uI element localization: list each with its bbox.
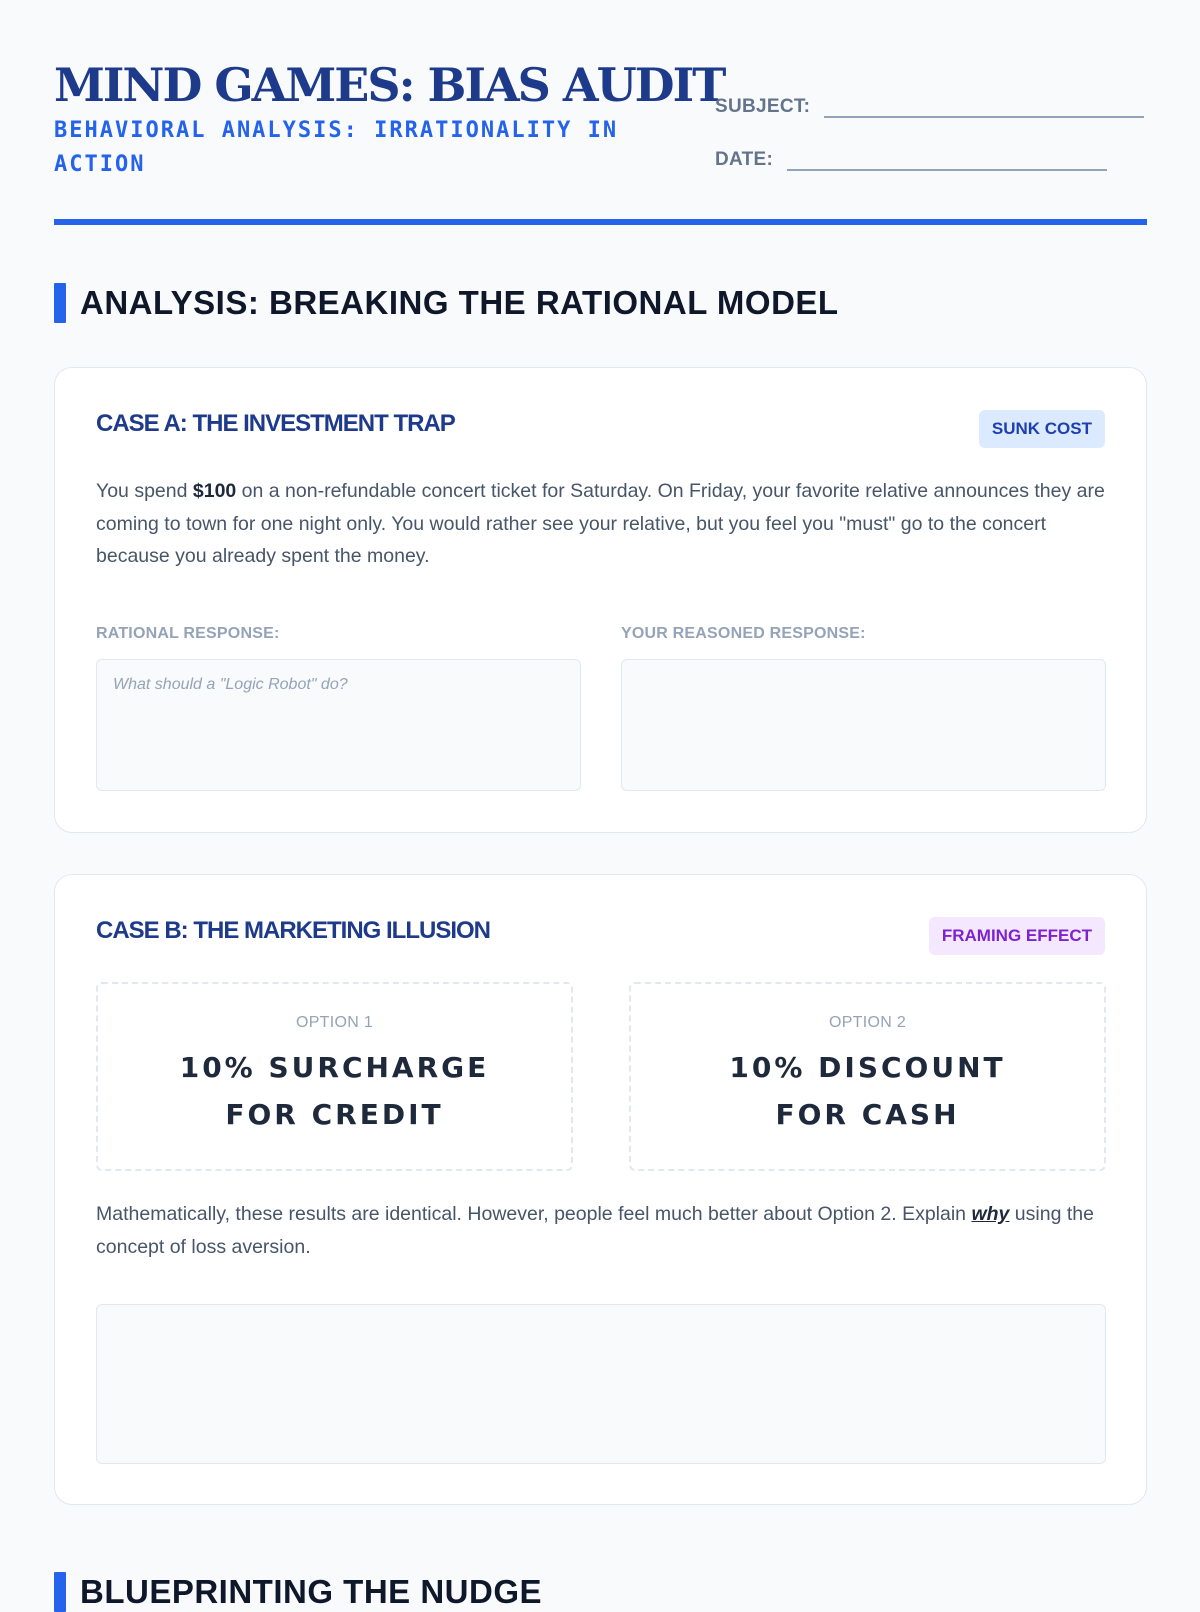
- case-a-scenario: [96, 475, 1106, 573]
- option-2-label: OPTION 2: [828, 1014, 907, 1031]
- rational-response-input[interactable]: What should a "Logic Robot" do?: [96, 659, 581, 791]
- header-divider: [54, 219, 1147, 225]
- date-label: DATE:: [715, 149, 774, 170]
- case-a-title: CASE A: THE INVESTMENT TRAP: [96, 410, 455, 437]
- section-title: BLUEPRINTING THE NUDGE: [80, 1573, 543, 1610]
- worksheet-header: [54, 0, 1147, 226]
- case-b-tag: FRAMING EFFECT: [929, 917, 1105, 955]
- section-heading-analysis: [54, 283, 839, 323]
- reasoned-response-input[interactable]: [621, 659, 1106, 791]
- option-1-value: 10% SURCHARGE FOR CREDIT: [179, 1051, 490, 1131]
- section-title: ANALYSIS: BREAKING THE RATIONAL MODEL: [80, 284, 839, 321]
- scenario-text-start: You spend: [96, 480, 193, 502]
- section-accent-bar: [54, 1572, 66, 1612]
- subject-field[interactable]: [715, 92, 1144, 118]
- option-2-box: [629, 982, 1106, 1171]
- scenario-amount: $100: [192, 480, 237, 502]
- scenario-text-end: on a non-refundable concert ticket for Saturday. On Friday, your favorite relative announces they are coming to town for one night only. You would rather see your relative, but you feel you "must" go to the concert because you already spent the money.: [96, 480, 1105, 567]
- case-b-title: CASE B: THE MARKETING ILLUSION: [96, 917, 490, 944]
- option-1-label: OPTION 1: [295, 1014, 374, 1031]
- option-2-value: 10% DISCOUNT FOR CASH: [729, 1051, 1006, 1131]
- case-b-prompt: [96, 1198, 1106, 1263]
- rational-response-label: RATIONAL RESPONSE:: [96, 625, 280, 642]
- case-a-tag: SUNK COST: [979, 410, 1105, 448]
- page-title: MIND GAMES: BIAS AUDIT: [54, 58, 725, 112]
- date-field[interactable]: [715, 145, 1107, 171]
- case-b-card: [54, 874, 1147, 1505]
- option-1-box: [96, 982, 573, 1171]
- subject-label: SUBJECT:: [715, 96, 811, 117]
- section-heading-nudge: [54, 1572, 542, 1612]
- prompt-text-end: using the concept of loss aversion.: [96, 1203, 1094, 1258]
- prompt-emphasis: why: [971, 1203, 1010, 1225]
- worksheet-page: [54, 0, 1147, 1610]
- case-a-card: [54, 367, 1147, 833]
- section-accent-bar: [54, 283, 66, 323]
- case-b-answer-input[interactable]: [96, 1304, 1106, 1464]
- prompt-text-start: Mathematically, these results are identical. However, people feel much better about Option 2. Explain: [96, 1203, 972, 1225]
- reasoned-response-label: YOUR REASONED RESPONSE:: [621, 625, 866, 642]
- page-subtitle: BEHAVIORAL ANALYSIS: IRRATIONALITY IN ACTION: [54, 118, 619, 177]
- subject-input-line[interactable]: [824, 92, 1144, 118]
- date-input-line[interactable]: [787, 145, 1107, 171]
